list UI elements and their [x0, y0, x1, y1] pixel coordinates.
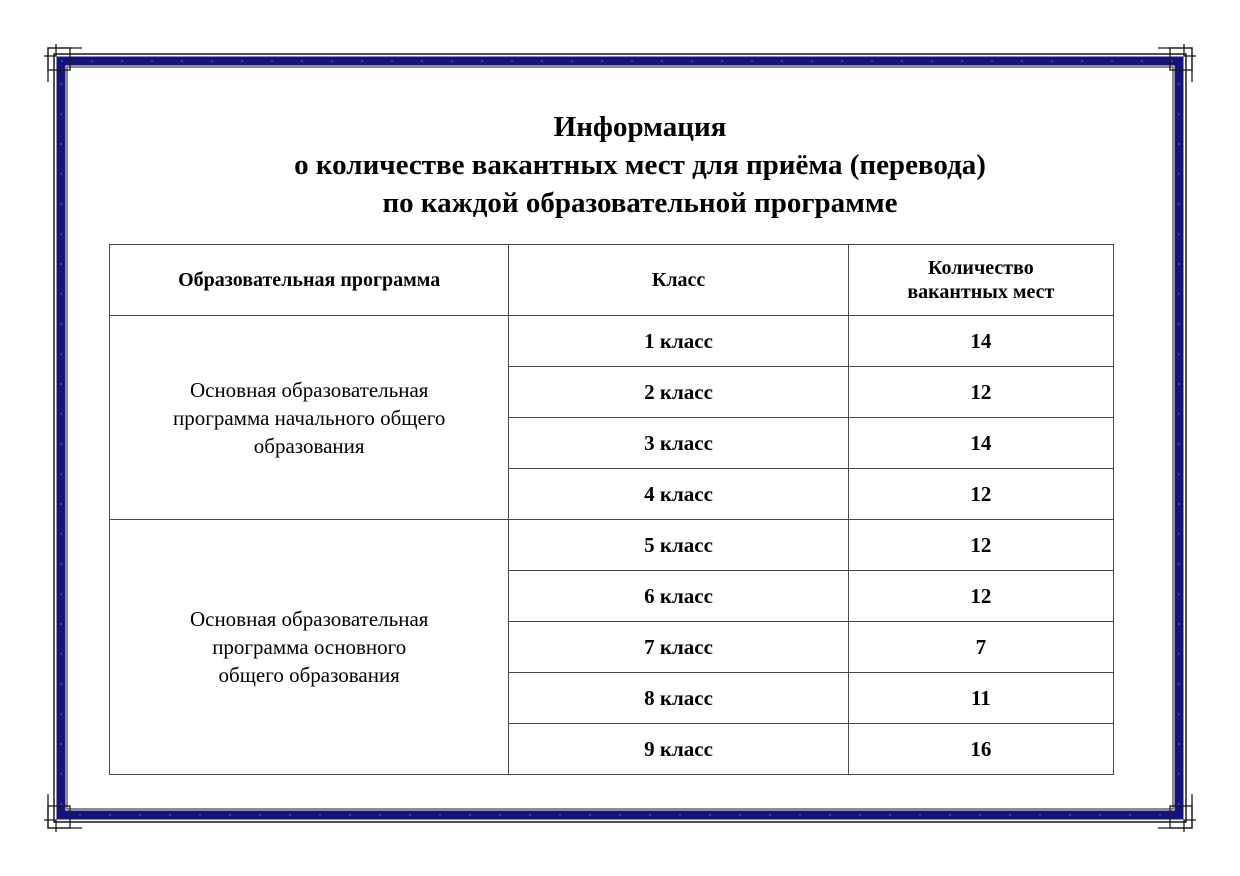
grade-cell: 4 класс [509, 469, 848, 520]
program-cell-basic [110, 520, 509, 775]
vacancies-cell: 12 [848, 571, 1113, 622]
table-header-row [110, 245, 1114, 316]
vacancies-cell: 14 [848, 418, 1113, 469]
header-grade: Класс [509, 245, 848, 316]
table-row [110, 520, 1114, 571]
header-vacancies [848, 245, 1113, 316]
program-line: образования [253, 433, 365, 458]
vacancies-cell: 12 [848, 469, 1113, 520]
header-vacancies-line-1: Количество [927, 257, 1034, 279]
title-line-1: Информация [553, 111, 727, 143]
title-line-3: по каждой образовательной программе [382, 187, 898, 219]
table-row [110, 316, 1114, 367]
program-line: Основная образовательная [189, 377, 429, 402]
vacancies-cell: 16 [848, 724, 1113, 775]
title-line-2: о количестве вакантных мест для приёма (перевода) [294, 149, 986, 181]
vacancies-cell: 11 [848, 673, 1113, 724]
vacancies-cell: 12 [848, 367, 1113, 418]
grade-cell: 7 класс [509, 622, 848, 673]
vacancies-cell: 14 [848, 316, 1113, 367]
vacancies-cell: 7 [848, 622, 1113, 673]
vacancies-table [109, 244, 1114, 775]
header-program: Образовательная программа [110, 245, 509, 316]
program-cell-primary [110, 316, 509, 520]
program-line: программа основного [212, 635, 407, 659]
grade-cell: 6 класс [509, 571, 848, 622]
grade-cell: 1 класс [509, 316, 848, 367]
program-line: Основная образовательная [189, 607, 429, 631]
program-line: программа начального общего [173, 405, 446, 430]
grade-cell: 3 класс [509, 418, 848, 469]
grade-cell: 9 класс [509, 724, 848, 775]
document-title [0, 108, 1240, 222]
grade-cell: 5 класс [509, 520, 848, 571]
grade-cell: 8 класс [509, 673, 848, 724]
grade-cell: 2 класс [509, 367, 848, 418]
program-line: общего образования [218, 663, 400, 687]
header-vacancies-line-2: вакантных мест [907, 281, 1055, 303]
vacancies-cell: 12 [848, 520, 1113, 571]
